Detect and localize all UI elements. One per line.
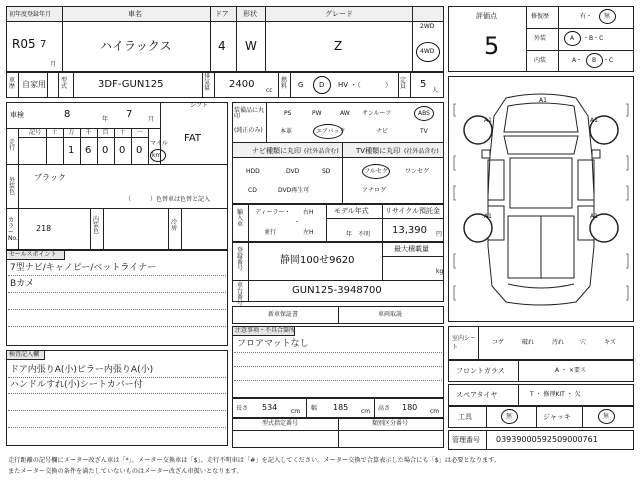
airbag-circle xyxy=(313,124,343,139)
abs-circle xyxy=(414,106,434,121)
mileage-digit: 0 xyxy=(102,145,109,156)
fuel-hv: HV ・（ xyxy=(338,81,361,89)
interior-seat-item: 破れ xyxy=(522,339,535,346)
tv-analog: アナログ xyxy=(362,187,387,194)
fuel-g: G xyxy=(298,81,304,89)
recycle-unit: 円 xyxy=(436,231,443,238)
interior-seat-item: コゲ xyxy=(492,339,505,346)
diagram-mark-rear-right: A1 xyxy=(590,213,598,220)
drive-4wd: 4WD xyxy=(420,48,435,55)
repair-options: 有・ xyxy=(580,13,593,20)
inspection-month: 7 xyxy=(126,109,133,120)
mileage-digit: 1 xyxy=(68,145,75,156)
exterior-eval-a: A xyxy=(570,35,575,42)
spare-tire-label: スペアタイヤ xyxy=(456,391,498,399)
reg-year-value: R05 xyxy=(12,37,36,51)
type-cert-label: 型式指定番号 xyxy=(262,420,299,427)
navi-dvd: DVD xyxy=(286,168,300,175)
shift-label: シフト xyxy=(190,102,209,109)
notes-box xyxy=(232,326,444,398)
warranty-new-car: 新車保証書 xyxy=(268,311,299,318)
reg-month-value: 7 xyxy=(40,39,47,50)
car-name-label: 車名 xyxy=(128,10,142,18)
car-name-value: ハイラックス xyxy=(100,39,172,53)
height-value: 180 xyxy=(402,403,418,412)
equipment-item: 本革 xyxy=(280,128,293,135)
length-value: 534 xyxy=(262,403,278,412)
tv-fullseg: フルセグ xyxy=(364,168,388,175)
interior-eval-a: A・ xyxy=(572,57,583,64)
control-label: 管理番号 xyxy=(452,436,480,444)
tv-title-sub: (社外品含む) xyxy=(404,148,439,155)
navi-title-sub: (社外品含む) xyxy=(304,148,339,155)
inspector-label: 検査記入欄 xyxy=(9,351,40,358)
exterior-eval-rest: ・B・C xyxy=(583,35,604,42)
sales-line-2: Bカメ xyxy=(10,279,35,289)
recycle-label: リサイクル預託金 xyxy=(385,207,441,215)
score-value: 5 xyxy=(484,32,500,60)
notes-label: 注意事項・不具合箇所 xyxy=(235,327,296,334)
car-diagram xyxy=(448,76,634,322)
inspection-year: 8 xyxy=(64,109,71,120)
length-unit: cm xyxy=(291,408,301,415)
grade-value: Z xyxy=(334,39,343,53)
tv-oneseg: ワンセグ xyxy=(405,168,430,175)
exterior-label: 外装色 xyxy=(9,177,16,196)
mileage-digit-header: 百 xyxy=(102,129,109,136)
width-value: 185 xyxy=(333,403,349,412)
length-label: 長さ xyxy=(236,405,249,412)
model-label: 型式 xyxy=(61,77,68,90)
equipment-item: PW xyxy=(312,110,322,117)
displacement-value: 2400 xyxy=(229,79,255,90)
equipment-item: エアバック xyxy=(316,128,346,135)
width-label: 幅 xyxy=(311,405,318,412)
interior-seat-item: 穴 xyxy=(580,339,587,346)
diagram-mark-hood: A1 xyxy=(539,97,547,104)
equipment-label: 装備品に丸印 xyxy=(234,107,265,120)
tools-label: 工具 xyxy=(458,413,472,421)
capacity-value: 5 xyxy=(420,79,427,90)
equipment-item: ABS xyxy=(418,110,430,117)
footer-line-1: 走行距離の記号欄にメーター改ざん車は「*」、メーター交換車は「$」、走行不明車は「#」を記入してください。メーター交換で合算表示した場合にも「$」は必要となります。 xyxy=(8,457,501,464)
shape-value: W xyxy=(245,39,257,53)
inspector-line-2: ハンドルすれ(小)シートカバー付 xyxy=(10,380,143,390)
color-no-label: カラーNo. xyxy=(8,217,18,242)
row2-table xyxy=(6,72,444,98)
notes-line-1: フロアマットなし xyxy=(237,339,309,349)
registration-value: 静岡100せ9620 xyxy=(280,255,355,266)
jack-value: 無 xyxy=(603,413,610,420)
navi-dvd-play: DVD再生可 xyxy=(278,187,310,194)
reg-month-unit: 月 xyxy=(50,61,57,68)
drive-2wd: 2WD xyxy=(420,23,435,30)
model-year-label: モデル年式 xyxy=(334,207,369,215)
mileage-digit-header: 千 xyxy=(85,129,92,136)
width-unit: cm xyxy=(361,408,371,415)
capacity-unit: 人 xyxy=(432,87,439,94)
km-label: km xyxy=(152,152,162,159)
color-no-value: 218 xyxy=(36,224,52,233)
footer-line-2: またメーター交換の条件を満たしていないものはメーター改ざん車扱いとなります。 xyxy=(8,468,243,475)
mileage-digit-header: 万 xyxy=(68,129,75,136)
equipment-sub-label: (純正のみ) xyxy=(234,127,263,134)
mileage-label: 走行 xyxy=(9,139,16,152)
height-unit: cm xyxy=(430,408,440,415)
interior-seat-label: 室内シート xyxy=(452,335,477,351)
import-parallel: 並行 xyxy=(264,229,277,236)
equipment-item: PS xyxy=(284,110,292,117)
import-dealer: ディーラー・ xyxy=(255,209,291,216)
import-mid: ・ xyxy=(294,219,301,226)
displacement-label: 排気量 xyxy=(204,73,211,92)
interior-seat-item: キズ xyxy=(604,339,616,346)
exterior-color: ブラック xyxy=(34,173,66,182)
sales-point-label: セールスポイント xyxy=(9,251,57,258)
inspector-line-1: ドア内張りA(小)ピラー内張りA(小) xyxy=(10,365,154,375)
interior-seat-item: 汚れ xyxy=(552,339,565,346)
diagram-mark-front-left: A1 xyxy=(484,117,492,124)
max-load-unit: kg xyxy=(436,268,444,275)
max-load-label: 最大積載量 xyxy=(394,245,429,253)
import-right: 右H xyxy=(303,209,314,216)
sales-line-1: 7型ナビ/キャノピー/ベットライナー xyxy=(10,263,157,273)
interior-eval-b: B xyxy=(592,57,597,64)
interior-eval-label: 内装 xyxy=(534,57,547,64)
inspection-month-unit: 月 xyxy=(148,116,155,123)
registration-label: 登録番号 xyxy=(237,247,244,272)
equipment-item: ナビ xyxy=(376,128,389,135)
fuel-d: D xyxy=(319,81,325,89)
exterior-paren-open: （ xyxy=(125,196,132,203)
repair-label: 修復歴 xyxy=(531,13,550,20)
mileage-digit: 0 xyxy=(136,145,143,156)
exterior-paren-close: ）色替車は色替と記入 xyxy=(150,196,211,203)
height-label: 高さ xyxy=(378,405,391,412)
spare-tire-value: T ・ 修理KIT ・ 欠 xyxy=(530,391,581,398)
interior-color-label: 内装色 xyxy=(93,216,100,235)
mileage-digit-header: 一 xyxy=(136,129,143,136)
model-year-value: 年 不明 xyxy=(346,231,371,238)
mileage-digit: 0 xyxy=(119,145,126,156)
import-left: 左H xyxy=(303,229,314,236)
equipment-item: TV xyxy=(420,128,428,135)
equipment-item: サンルーフ xyxy=(362,110,392,117)
displacement-unit: cc xyxy=(266,87,273,94)
reg-year-label: 初年度登録年月 xyxy=(9,11,52,18)
equipment-item: AW xyxy=(340,110,350,117)
jack-label: ジャッキ xyxy=(543,413,571,421)
front-glass-value: A ・ ×要ス xyxy=(555,367,586,374)
exterior-eval-label: 外装 xyxy=(534,35,547,42)
warranty-manual: 車両取説 xyxy=(378,311,403,318)
shape-label: 形状 xyxy=(243,10,257,18)
front-glass-label: フロントガラス xyxy=(456,367,505,375)
chassis-label: 車台番号 xyxy=(237,282,244,307)
navi-hdd: HDD xyxy=(246,168,260,175)
navi-title: ナビ種類に丸印 xyxy=(252,147,301,155)
class-cert-label: 類別区分番号 xyxy=(372,420,409,427)
mileage-digit: 6 xyxy=(85,145,92,156)
repair-selected: 無 xyxy=(604,13,611,20)
purpose-label: 車歴 xyxy=(9,77,16,90)
inspection-label: 車検 xyxy=(10,111,24,119)
tv-title: TV種類に丸印 xyxy=(356,147,401,155)
doors-value: 4 xyxy=(218,39,226,53)
fuel-label: 燃料 xyxy=(281,77,288,90)
fuel-close: ） xyxy=(385,81,392,89)
grade-label: グレード xyxy=(325,10,353,18)
purpose-value: 自家用 xyxy=(22,80,46,89)
mileage-digit-header: 記号 xyxy=(29,129,42,136)
navi-sd: SD xyxy=(322,168,331,175)
shift-value: FAT xyxy=(184,133,202,144)
control-value: 039390005925090007​61 xyxy=(496,435,598,444)
inspection-year-unit: 年 xyxy=(102,116,109,123)
diagram-mark-rear-left: A1 xyxy=(484,213,492,220)
capacity-label: 定員 xyxy=(400,77,407,90)
interior-eval-c: ・C xyxy=(603,57,614,64)
doors-label: ドア xyxy=(215,10,229,18)
diagram-mark-front-right: A1 xyxy=(590,117,598,124)
mile-label: マイル xyxy=(150,140,168,147)
chassis-value: GUN125-3948700 xyxy=(292,285,382,296)
aircon-label: 冷房 xyxy=(171,219,178,232)
recycle-value: 13,390 xyxy=(392,225,427,236)
model-value: 3DF-GUN125 xyxy=(98,79,164,90)
score-label: 評価点 xyxy=(476,12,497,20)
tools-value: 無 xyxy=(506,413,513,420)
mileage-digit-header: 十 xyxy=(119,129,126,136)
mileage-digit-header: 十 xyxy=(51,129,58,136)
navi-cd: CD xyxy=(248,187,257,194)
import-label: 輸入車 xyxy=(237,209,244,228)
